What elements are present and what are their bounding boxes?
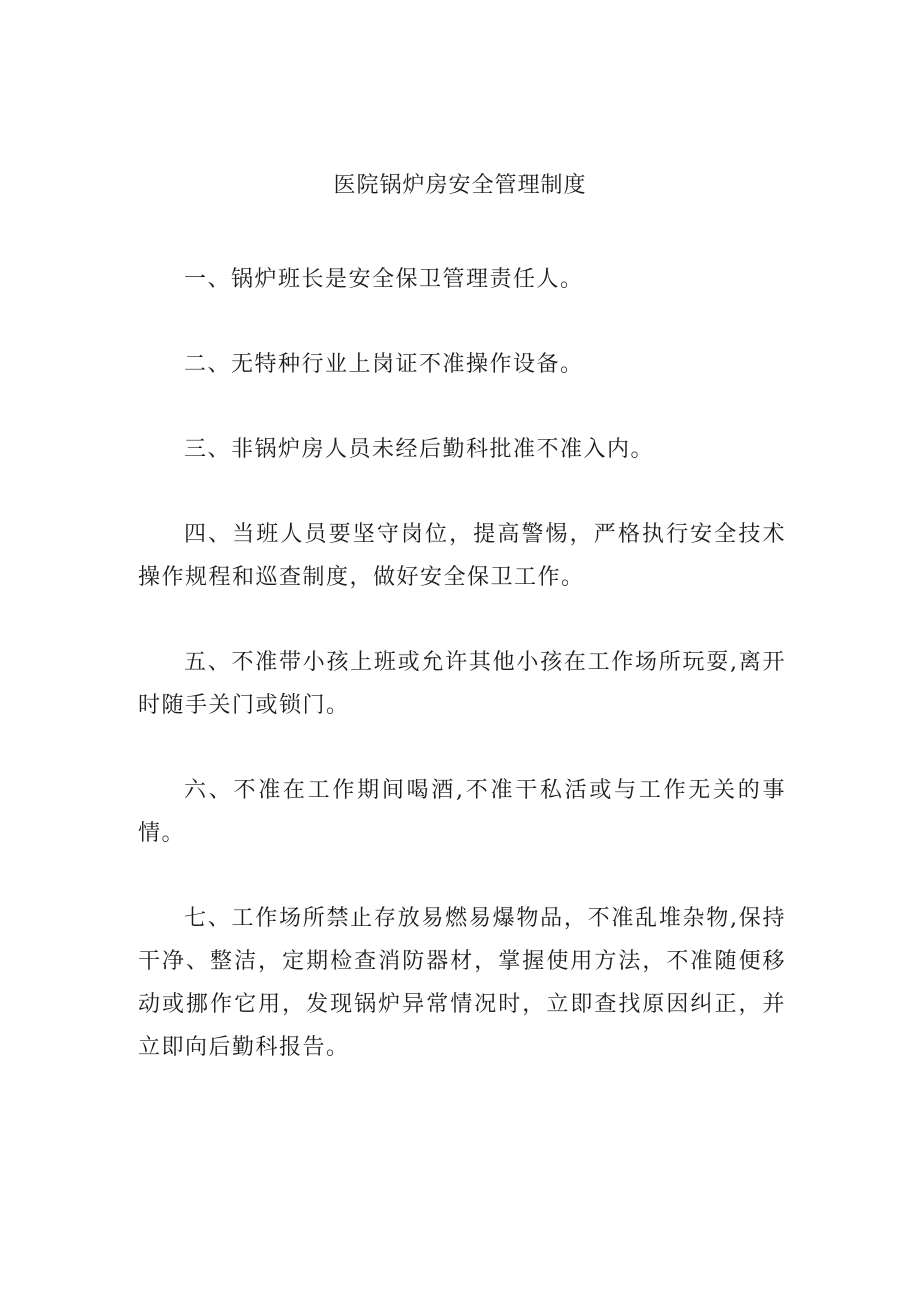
clause-3: 三、非锅炉房人员未经后勤科批准不准入内。 [184,437,655,462]
clause-list [138,258,786,1111]
document-title: 医院锅炉房安全管理制度 [333,173,587,198]
clause-1: 一、锅炉班长是安全保卫管理责任人。 [184,267,584,292]
clause-4: 四、当班人员要坚守岗位，提高警惕，严格执行安全技术操作规程和巡查制度，做好安全保卫工作。 [138,522,786,590]
clause-6: 六、不准在工作期间喝酒,不准干私活或与工作无关的事情。 [138,778,786,846]
clause-5: 五、不准带小孩上班或允许其他小孩在工作场所玩耍,离开时随手关门或锁门。 [138,650,786,718]
clause-7: 七、工作场所禁止存放易燃易爆物品，不准乱堆杂物,保持干净、整洁，定期检查消防器材，掌握使用方法，不准随便移动或挪作它用，发现锅炉异常情况时，立即查找原因纠正，并立即向后勤科报告。 [138,906,786,1060]
clause-2: 二、无特种行业上岗证不准操作设备。 [184,352,584,377]
